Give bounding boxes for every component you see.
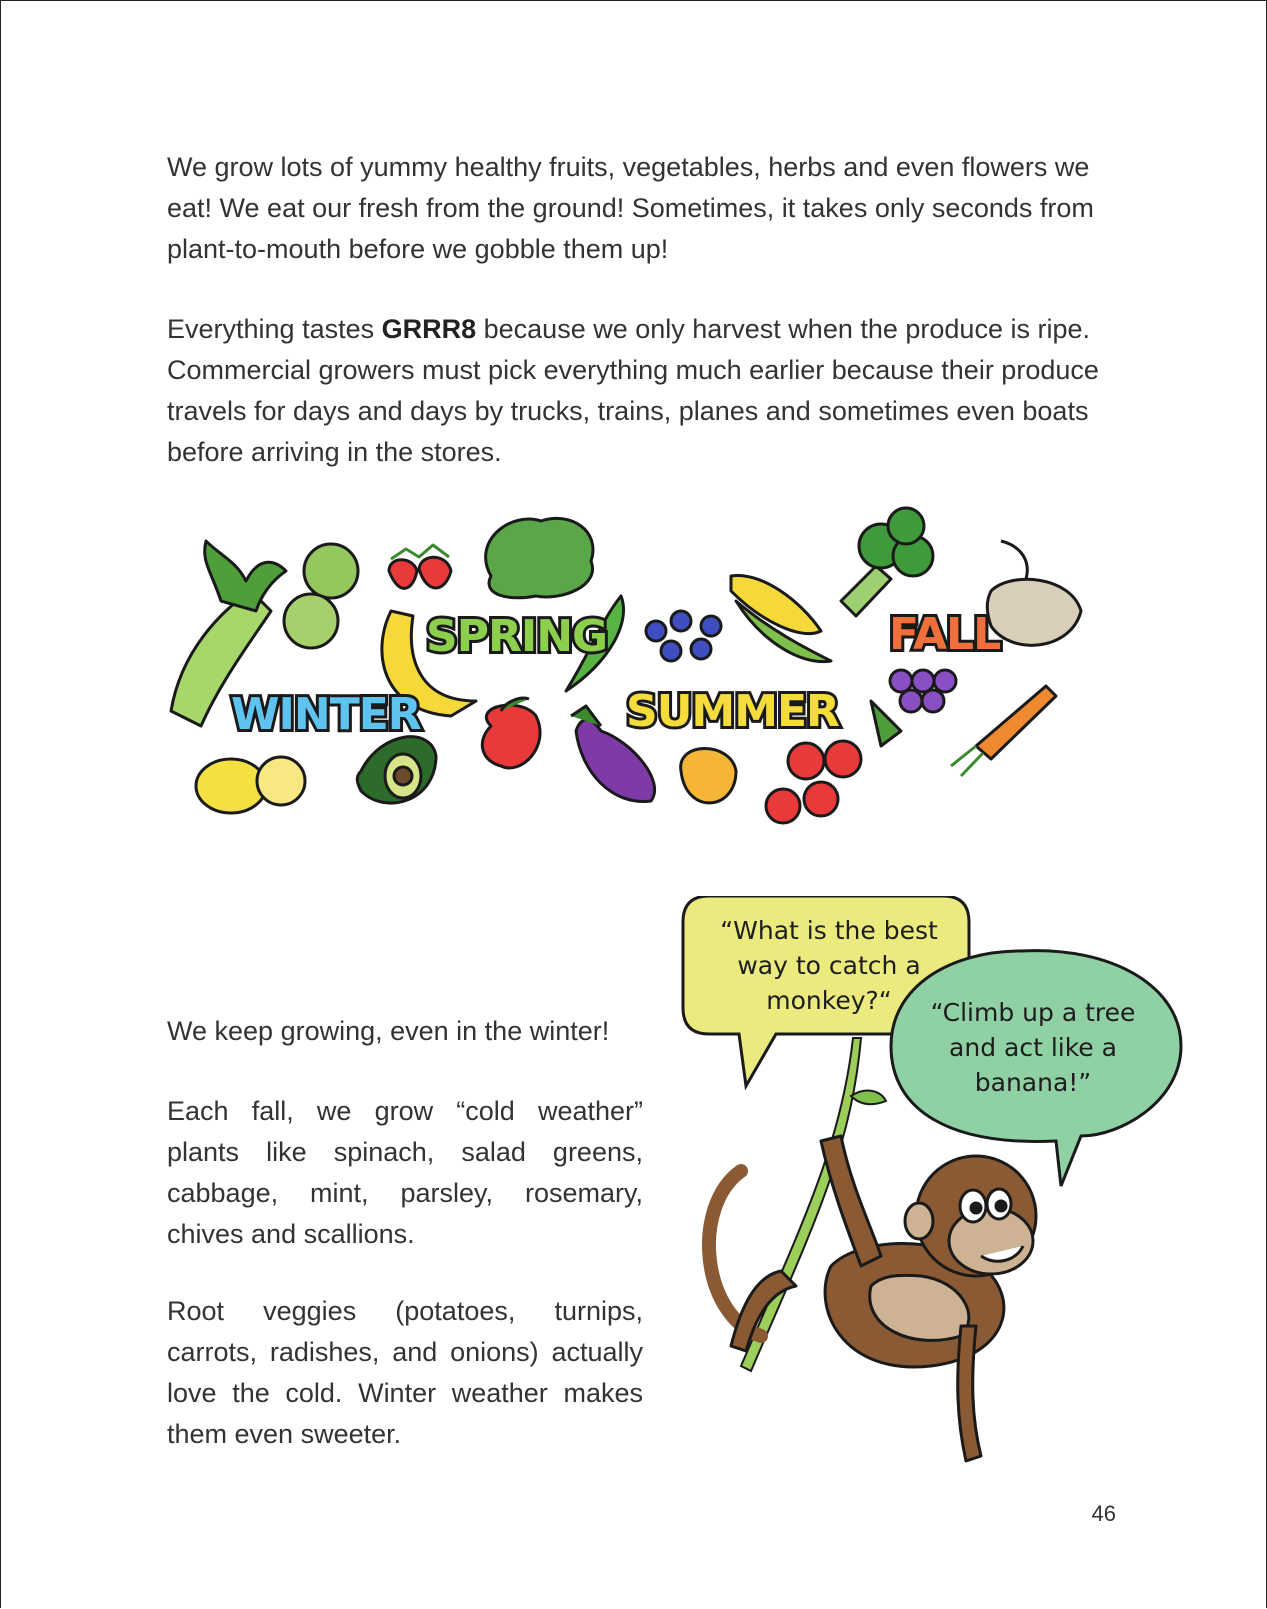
season-label-fall: FALL	[889, 609, 1001, 660]
answer-line-2: and act like a	[949, 1033, 1117, 1062]
root-veggies-paragraph	[167, 1291, 643, 1455]
season-label-summer: SUMMER	[626, 686, 839, 737]
answer-speech-bubble	[891, 951, 1181, 1186]
apple-icon	[482, 698, 540, 768]
lemon-icon	[196, 757, 305, 813]
question-line-1: “What is the best	[720, 916, 938, 945]
blueberries-icon	[646, 611, 721, 661]
fall-crops-paragraph	[167, 1091, 643, 1255]
monkey-joke-illustration	[681, 896, 1206, 1506]
broccoli-icon	[841, 508, 933, 616]
harvest-paragraph	[167, 309, 1125, 473]
root-veggies-text: Root veggies (potatoes, turnips, carrots, radishes, and onions) actually love the cold. Winter weather makes them even sweeter.	[167, 1296, 643, 1449]
page-number: 46	[1091, 1501, 1116, 1526]
turnip-icon	[987, 541, 1081, 645]
lettuce-icon	[486, 518, 593, 597]
monkey-icon	[709, 1136, 1036, 1461]
tomatoes-icon	[766, 741, 861, 823]
answer-line-3: banana!”	[974, 1068, 1092, 1097]
winter-intro-text: We keep growing, even in the winter!	[167, 1016, 610, 1046]
bell-pepper-icon	[681, 749, 736, 803]
answer-line-1: “Climb up a tree	[930, 998, 1136, 1027]
harvest-text-start: Everything tastes	[167, 314, 382, 344]
strawberry-icon	[389, 545, 451, 588]
intro-text: We grow lots of yummy healthy fruits, vegetables, herbs and even flowers we eat! We eat our fresh from the ground! Sometimes, it takes only seconds from plant-to-mouth before we gobble them up!	[167, 152, 1094, 264]
harvest-text-end: because we only harvest when the produce is ripe. Commercial growers must pick everything much earlier because their produce travels for days and days by trucks, trains, planes and sometimes even boats before arriving in the stores.	[167, 314, 1099, 467]
grapes-icon	[871, 670, 956, 746]
brussels-sprouts-icon	[284, 544, 358, 648]
corn-icon	[731, 575, 831, 661]
fall-crops-text: Each fall, we grow “cold weather” plants like spinach, salad greens, cabbage, mint, parsley, rosemary, chives and scallions.	[167, 1096, 643, 1249]
question-line-3: monkey?“	[766, 986, 892, 1015]
intro-paragraph	[167, 147, 1125, 270]
winter-intro-paragraph	[167, 1011, 637, 1052]
carrot-icon	[951, 686, 1056, 776]
seasonal-produce-illustration	[161, 501, 1121, 861]
grrr8-emphasis: GRRR8	[381, 314, 477, 344]
season-label-spring: SPRING	[426, 611, 608, 662]
question-line-2: way to catch a	[737, 951, 921, 980]
avocado-icon	[357, 737, 436, 803]
season-label-winter: WINTER	[231, 689, 421, 740]
